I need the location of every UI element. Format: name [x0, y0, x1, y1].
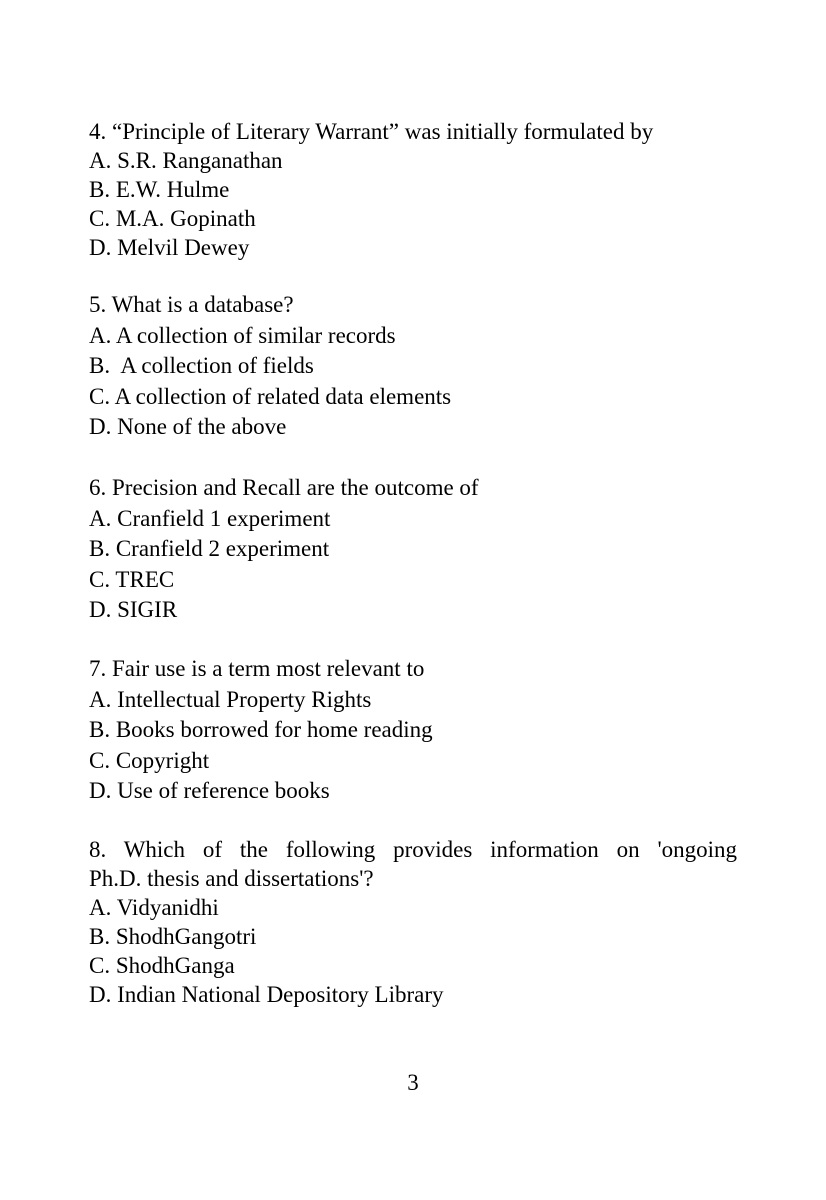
question-text-line-1: 8. Which of the following provides information on 'ongoing [89, 837, 737, 862]
option-d: D. Melvil Dewey [89, 235, 250, 260]
options-list [89, 893, 737, 1009]
question-text-line-2: Ph.D. thesis and dissertations'? [89, 866, 374, 891]
option-c: C. TREC [89, 566, 175, 592]
option-a: A. Cranfield 1 experiment [89, 505, 331, 531]
question-5 [89, 290, 737, 443]
option-c: C. M.A. Gopinath [89, 206, 256, 231]
option-b: B. A collection of fields [89, 353, 314, 378]
question-text: 7. Fair use is a term most relevant to [89, 656, 425, 681]
option-c: C. A collection of related data elements [89, 383, 452, 409]
question-7 [89, 654, 737, 807]
option-b: B. ShodhGangotri [89, 924, 257, 949]
option-c: C. ShodhGanga [89, 953, 235, 978]
question-8 [89, 835, 737, 1009]
question-6 [89, 473, 737, 626]
options-list [89, 504, 737, 626]
option-b: B. Cranfield 2 experiment [89, 536, 330, 561]
question-text: 6. Precision and Recall are the outcome of [89, 475, 479, 500]
question-text: 5. What is a database? [89, 292, 294, 317]
option-d: D. Use of reference books [89, 778, 330, 803]
option-d: D. None of the above [89, 414, 287, 439]
options-list [89, 685, 737, 807]
option-a: A. S.R. Ranganathan [89, 148, 283, 173]
option-d: D. Indian National Depository Library [89, 982, 444, 1007]
option-a: A. Intellectual Property Rights [89, 686, 372, 712]
option-b: B. E.W. Hulme [89, 177, 230, 202]
options-list [89, 321, 737, 443]
option-d: D. SIGIR [89, 597, 178, 622]
option-a: A. A collection of similar records [89, 322, 396, 348]
option-c: C. Copyright [89, 747, 210, 773]
question-4 [89, 117, 737, 262]
option-a: A. Vidyanidhi [89, 895, 219, 920]
option-b: B. Books borrowed for home reading [89, 717, 433, 742]
options-list [89, 146, 737, 262]
page-number: 3 [407, 1070, 419, 1095]
question-text: 4. “Principle of Literary Warrant” was initially formulated by [89, 119, 654, 144]
